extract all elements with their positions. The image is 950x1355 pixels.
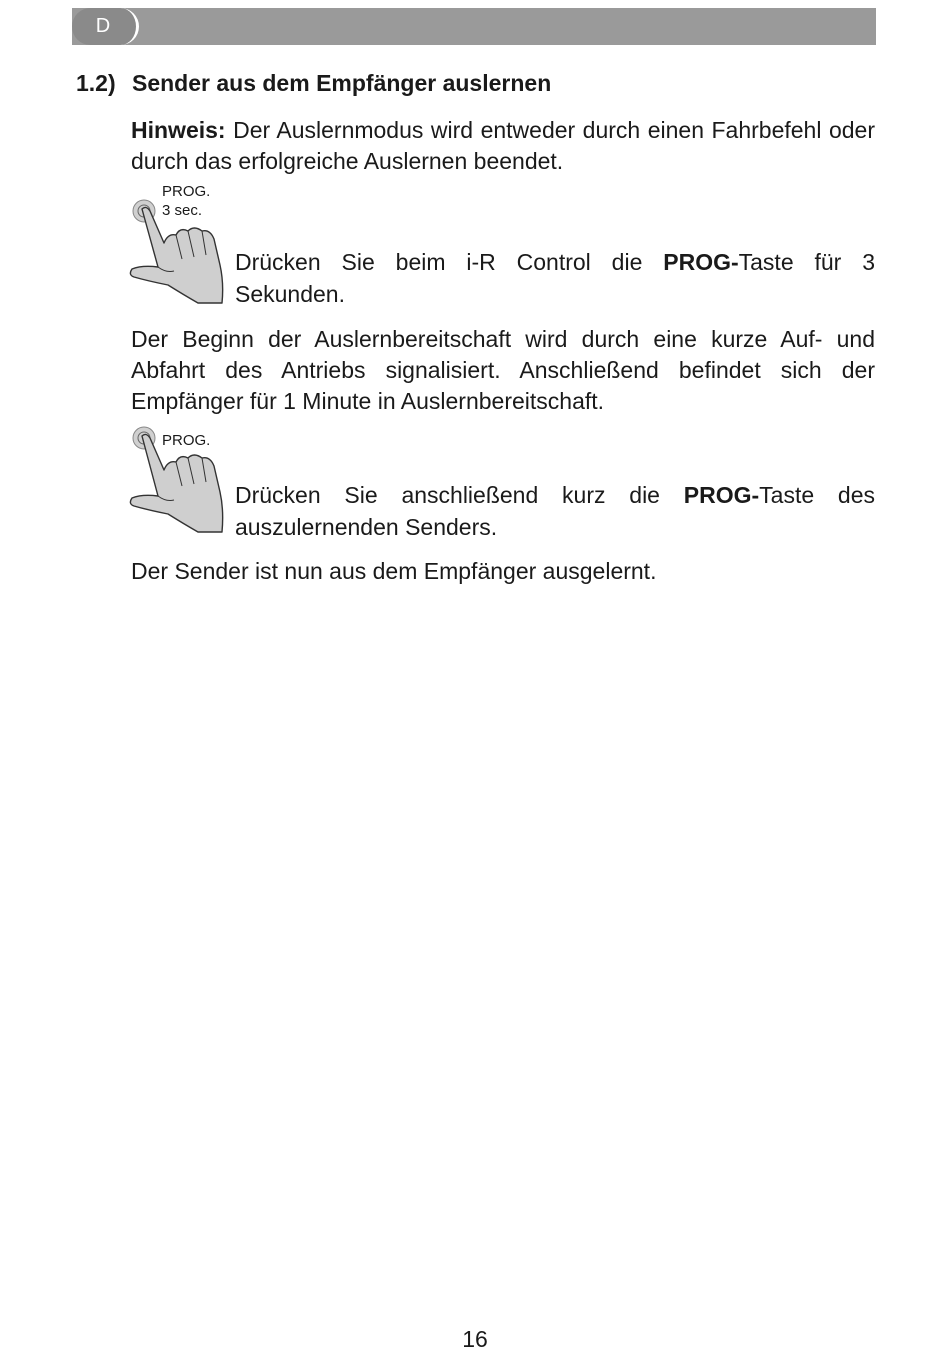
note-text: Der Auslernmodus wird entweder durch einen Fahrbefehl oder durch das erfolgreiche Auslernen beendet. xyxy=(131,117,875,174)
step1-text-after: Taste für 3 Sekunden. xyxy=(235,249,876,307)
page-number: 16 xyxy=(462,1326,488,1352)
step2-text xyxy=(235,479,875,543)
prog-button-label: PROG. xyxy=(162,183,211,200)
step1-bold: PROG- xyxy=(663,249,739,275)
step2-text-after: Taste des auszulernenden Senders. xyxy=(235,482,875,540)
note-paragraph xyxy=(131,115,875,177)
section-title: Sender aus dem Empfänger auslernen xyxy=(132,70,552,96)
duration-label: 3 sec. xyxy=(162,202,203,219)
language-tab-label: D xyxy=(95,15,111,37)
step1-text-before: Drücken Sie beim i-R Control die xyxy=(235,249,664,275)
section-number: 1.2) xyxy=(76,70,116,96)
step1-text xyxy=(235,246,875,310)
paragraph-2: Der Beginn der Auslernbereitschaft wird durch eine kurze Auf- und Abfahrt des Antriebs signalisiert. Anschließend befindet sich der Empfänger für 1 Minute in Auslernbereitschaft. xyxy=(131,326,875,414)
header-bar xyxy=(72,8,876,45)
step2-text-before: Drücken Sie anschließend kurz die xyxy=(235,482,684,508)
prog-button-label: PROG. xyxy=(162,432,211,449)
conclusion-paragraph: Der Sender ist nun aus dem Empfänger ausgelernt. xyxy=(131,558,657,584)
note-label: Hinweis: xyxy=(131,117,226,143)
step2-bold: PROG- xyxy=(683,482,760,508)
